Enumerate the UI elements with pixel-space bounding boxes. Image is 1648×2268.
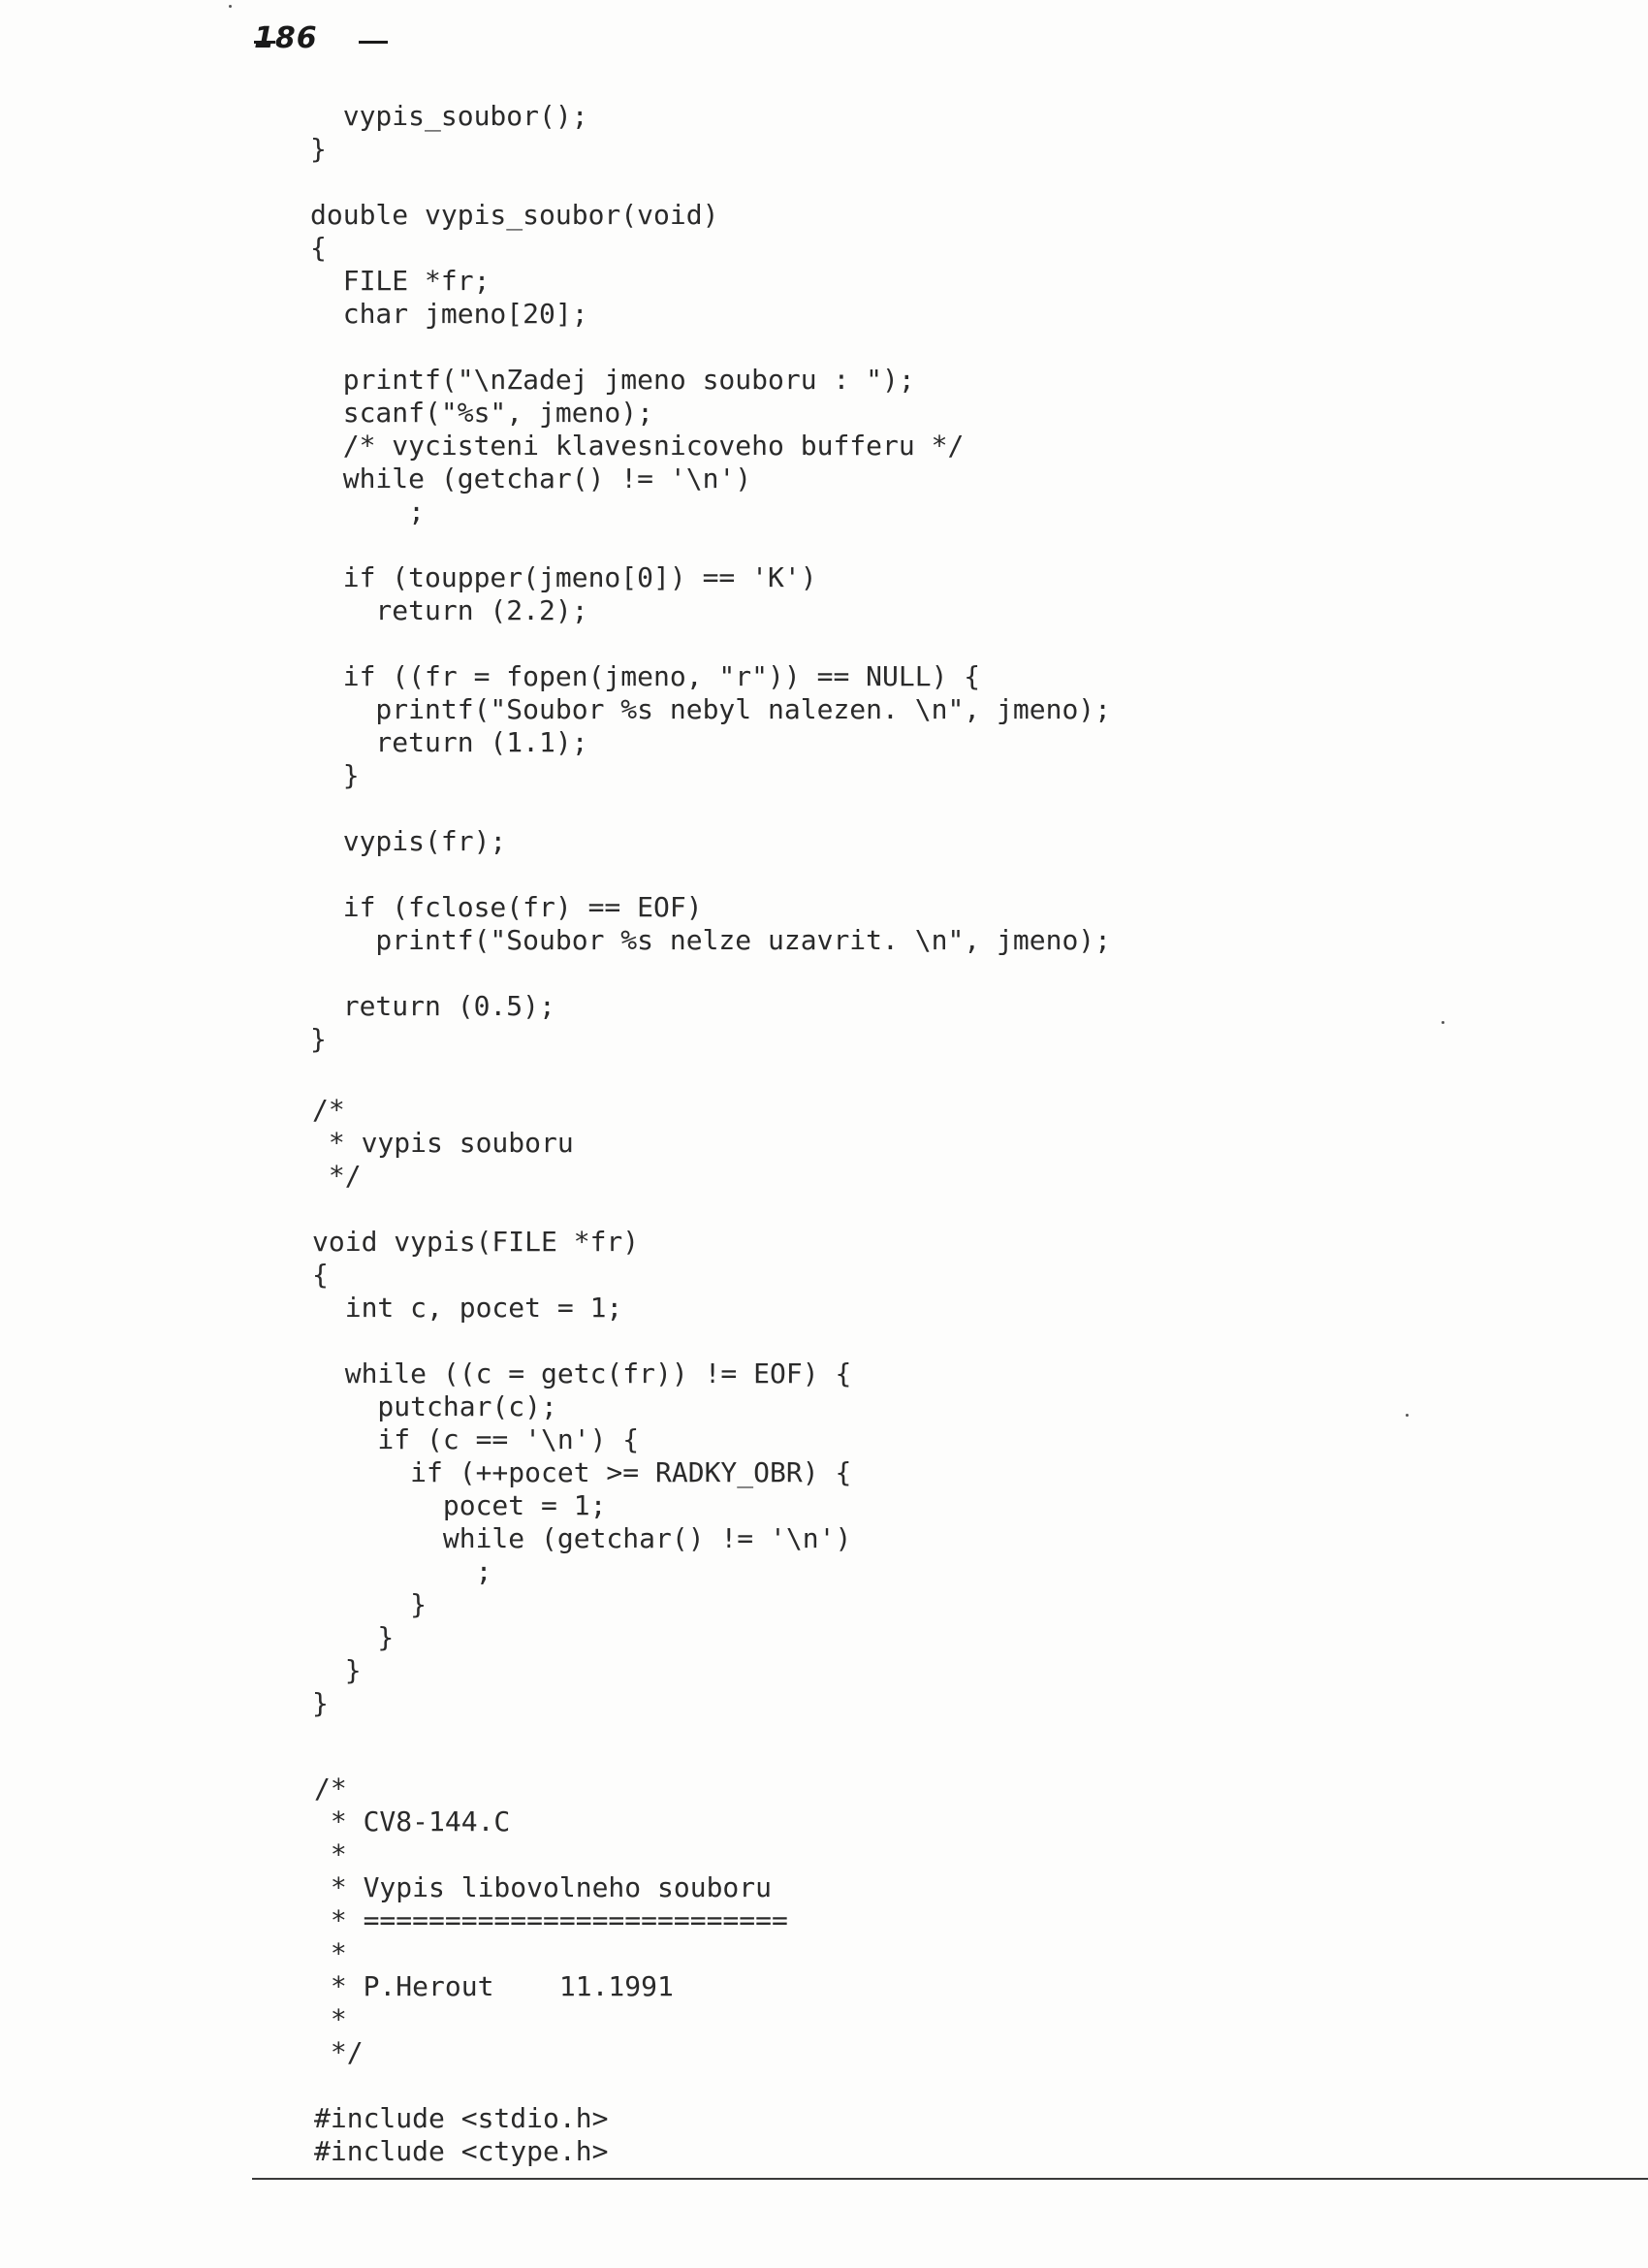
code-line: } <box>312 1588 428 1620</box>
code-line: /* <box>314 1773 347 1805</box>
code-line: int c, pocet = 1; <box>312 1292 623 1324</box>
code-line: pocet = 1; <box>312 1489 607 1521</box>
page-number-dash-right <box>359 41 388 44</box>
code-line: return (0.5); <box>310 990 555 1022</box>
code-line: putchar(c); <box>312 1390 557 1422</box>
code-line: return (1.1); <box>310 726 588 758</box>
code-line: double vypis_soubor(void) <box>310 199 719 231</box>
code-line <box>310 528 1111 561</box>
code-line <box>312 1325 851 1358</box>
code-line: } <box>310 759 360 791</box>
code-line: scanf("%s", jmeno); <box>310 397 654 429</box>
code-line: * vypis souboru <box>312 1127 574 1159</box>
code-line: { <box>310 232 327 264</box>
code-line: } <box>312 1621 395 1653</box>
code-line <box>310 166 1111 199</box>
code-line: char jmeno[20]; <box>310 298 588 330</box>
code-line: } <box>312 1654 362 1686</box>
code-line: * P.Herout 11.1991 <box>314 1970 674 2002</box>
code-line: vypis(fr); <box>310 825 507 857</box>
code-line: #include <ctype.h> <box>314 2135 609 2167</box>
code-line <box>310 957 1111 990</box>
code-line <box>314 2069 788 2102</box>
code-line: * Vypis libovolneho souboru <box>314 1871 773 1903</box>
code-line <box>312 1193 851 1226</box>
code-line: void vypis(FILE *fr) <box>312 1226 640 1258</box>
code-line: if (fclose(fr) == EOF) <box>310 891 703 923</box>
code-line: while (getchar() != '\n') <box>312 1522 852 1554</box>
code-line: */ <box>314 2036 364 2068</box>
code-line: return (2.2); <box>310 594 588 626</box>
code-line: * ========================== <box>314 1904 788 1936</box>
code-line: * <box>314 2003 347 2035</box>
code-line: } <box>310 133 327 165</box>
scan-speck <box>229 5 232 8</box>
code-line: FILE *fr; <box>310 265 491 297</box>
code-line: printf("\nZadej jmeno souboru : "); <box>310 364 915 396</box>
code-line: { <box>312 1259 329 1291</box>
code-line: #include <stdio.h> <box>314 2102 609 2134</box>
code-block-vypis <box>312 1094 851 1720</box>
page-number: 186 <box>254 21 318 55</box>
code-line: if (c == '\n') { <box>312 1423 640 1455</box>
code-line <box>310 858 1111 891</box>
page-bottom-rule <box>252 2178 1648 2180</box>
scan-speck <box>1406 1414 1409 1417</box>
code-line: } <box>310 1023 327 1055</box>
code-line: } <box>312 1687 329 1719</box>
code-line: * CV8-144.C <box>314 1805 511 1837</box>
code-line: vypis_soubor(); <box>310 100 588 132</box>
code-line: ; <box>312 1555 492 1587</box>
code-line: /* <box>312 1094 345 1126</box>
code-line: /* vycisteni klavesnicoveho bufferu */ <box>310 430 965 462</box>
code-block-header <box>314 1773 788 2168</box>
code-line: if (++pocet >= RADKY_OBR) { <box>312 1456 852 1488</box>
code-line: ; <box>310 495 426 527</box>
code-line: if (toupper(jmeno[0]) == 'K') <box>310 561 817 593</box>
code-line: * <box>314 1838 347 1870</box>
code-line: printf("Soubor %s nebyl nalezen. \n", jmeno); <box>310 693 1112 725</box>
code-line: if ((fr = fopen(jmeno, "r")) == NULL) { <box>310 660 981 692</box>
code-line <box>310 331 1111 364</box>
code-line <box>310 792 1111 825</box>
code-line: while ((c = getc(fr)) != EOF) { <box>312 1358 852 1390</box>
scan-speck <box>1442 1021 1444 1024</box>
code-line <box>310 627 1111 660</box>
code-line: while (getchar() != '\n') <box>310 463 752 495</box>
code-line: * <box>314 1937 347 1969</box>
code-line: */ <box>312 1160 362 1192</box>
code-line: printf("Soubor %s nelze uzavrit. \n", jmeno); <box>310 924 1112 956</box>
code-block-vypis-soubor <box>310 100 1111 1056</box>
